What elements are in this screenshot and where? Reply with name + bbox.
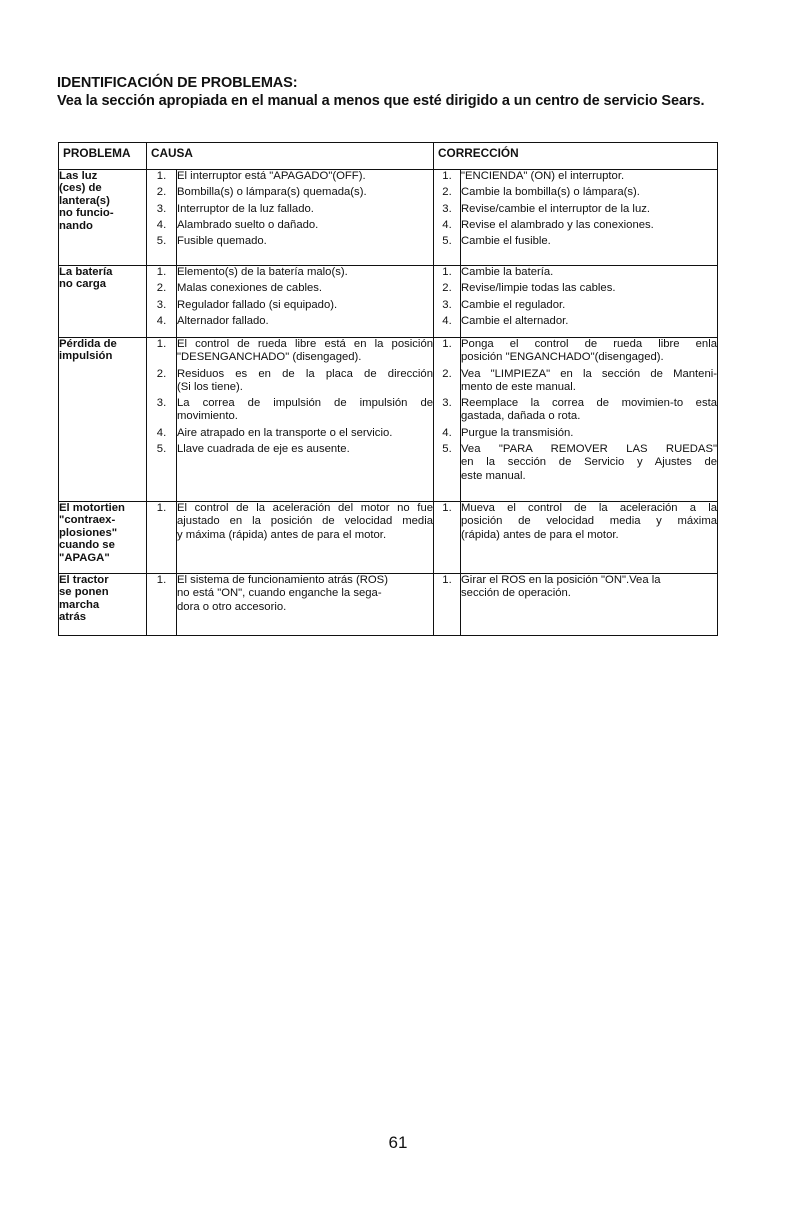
cause-item-number: 2. bbox=[156, 367, 167, 380]
problem-line: no carga bbox=[59, 278, 107, 291]
cause-item-line: "DESENGANCHADO" (disengaged). bbox=[177, 351, 362, 364]
table-row bbox=[59, 338, 718, 502]
correction-item-line: Purgue la transmisión. bbox=[461, 426, 574, 439]
correction-item-number: 4. bbox=[442, 314, 452, 327]
correction-item bbox=[461, 443, 717, 483]
cause-item-line: ajustado en la posición de velocidad media bbox=[177, 515, 434, 528]
problem-line: Las luz bbox=[59, 170, 98, 182]
correction-item bbox=[461, 315, 717, 328]
correction-item-line: en la sección de Servicio y Ajustes de bbox=[461, 456, 718, 469]
correction-item bbox=[461, 170, 717, 183]
correction-item-line: Cambie el regulador. bbox=[461, 298, 566, 311]
correction-item-line: Revise/limpie todas las cables. bbox=[461, 282, 616, 295]
problem-line: (ces) de bbox=[59, 182, 102, 195]
problem-line: El motortien bbox=[59, 502, 125, 514]
correction-item-number: 5. bbox=[442, 443, 452, 456]
correction-text-cell bbox=[461, 266, 718, 338]
cause-item-line: Alternador fallado. bbox=[177, 314, 269, 327]
cause-item bbox=[177, 203, 433, 216]
correction-item-line: mento de este manual. bbox=[461, 380, 576, 393]
cause-item bbox=[177, 219, 433, 232]
problem-line: plosiones" bbox=[59, 526, 118, 539]
cause-item-number: 2. bbox=[156, 282, 167, 295]
correction-item-line: Revise/cambie el interruptor de la luz. bbox=[461, 202, 651, 215]
correction-item-number: 2. bbox=[442, 282, 452, 295]
cause-text-cell bbox=[177, 338, 434, 502]
problem-cell bbox=[59, 170, 147, 266]
cause-item-line: El control de rueda libre está en la posición bbox=[177, 338, 434, 350]
page-heading bbox=[57, 74, 737, 110]
correction-item bbox=[461, 368, 717, 395]
correction-item-number: 3. bbox=[442, 397, 452, 410]
correction-item-line: (rápida) antes de para el motor. bbox=[461, 528, 619, 541]
problem-line: "contraex- bbox=[59, 514, 116, 527]
table-row bbox=[59, 574, 718, 636]
cause-number-cell bbox=[147, 170, 177, 266]
cause-item-number: 5. bbox=[156, 235, 167, 248]
correction-item-line: Mueva el control de la aceleración a la bbox=[461, 502, 718, 514]
correction-item-line: Ponga el control de rueda libre enla bbox=[461, 338, 718, 350]
cause-item bbox=[177, 315, 433, 328]
correction-item-number: 2. bbox=[442, 367, 452, 380]
correction-item-line: posición "ENGANCHADO"(disengaged). bbox=[461, 351, 664, 364]
cause-item-number: 2. bbox=[156, 186, 167, 199]
correction-text-cell bbox=[461, 502, 718, 574]
problem-line: Pérdida de bbox=[59, 338, 117, 350]
correction-text-cell bbox=[461, 574, 718, 636]
problem-line: El tractor bbox=[59, 574, 109, 586]
problem-cell bbox=[59, 574, 147, 636]
cause-item bbox=[177, 397, 433, 424]
correction-item-line: "ENCIENDA" (ON) el interruptor. bbox=[461, 170, 625, 182]
problem-line: no funcio- bbox=[59, 207, 114, 220]
correction-item-number: 3. bbox=[442, 298, 452, 311]
correction-item bbox=[461, 282, 717, 295]
page-number: 61 bbox=[388, 1133, 408, 1152]
correction-item bbox=[461, 427, 717, 440]
problem-line: lantera(s) bbox=[59, 194, 110, 207]
cause-item-line: Residuos es en de la placa de dirección bbox=[177, 367, 434, 380]
correction-item-line: este manual. bbox=[461, 469, 526, 482]
cause-item-number: 4. bbox=[156, 426, 167, 439]
cause-item-line: El interruptor está "APAGADO"(OFF). bbox=[177, 170, 366, 182]
correction-item-line: Cambie el alternador. bbox=[461, 314, 569, 327]
correction-item bbox=[461, 235, 717, 248]
correction-item-number: 1. bbox=[442, 574, 452, 586]
cause-item bbox=[177, 427, 433, 440]
cause-item-number: 1. bbox=[156, 338, 167, 350]
correction-item bbox=[461, 266, 717, 279]
heading-subtitle: Vea la sección apropiada en el manual a menos que esté dirigido a un centro de servicio Sears. bbox=[57, 93, 705, 109]
problem-line: atrás bbox=[59, 611, 87, 624]
cause-text-cell bbox=[177, 266, 434, 338]
correction-item-number: 5. bbox=[442, 235, 452, 248]
cause-item-line: Interruptor de la luz fallado. bbox=[177, 202, 314, 215]
correction-number-cell bbox=[434, 338, 461, 502]
problem-cell bbox=[59, 502, 147, 574]
correction-item-line: posición de velocidad media y máxima bbox=[461, 515, 718, 528]
cause-item-line: Aire atrapado en la transporte o el servicio. bbox=[177, 426, 393, 439]
correction-item bbox=[461, 186, 717, 199]
correction-item-line: Vea "LIMPIEZA" en la sección de Manteni- bbox=[461, 367, 718, 380]
cause-item-line: movimiento. bbox=[177, 410, 238, 423]
cause-item bbox=[177, 186, 433, 199]
cause-item-line: no está "ON", cuando enganche la sega- bbox=[177, 587, 382, 600]
header-problem: PROBLEMA bbox=[59, 143, 147, 170]
correction-item-number: 3. bbox=[442, 202, 452, 215]
cause-item-number: 4. bbox=[156, 314, 167, 327]
header-cause: CAUSA bbox=[147, 143, 434, 170]
correction-item bbox=[461, 502, 717, 542]
cause-item-number: 3. bbox=[156, 298, 167, 311]
problem-line: marcha bbox=[59, 598, 100, 611]
correction-item-line: Cambie la bombilla(s) o lámpara(s). bbox=[461, 186, 640, 199]
table-header-row bbox=[59, 143, 718, 170]
correction-item-number: 1. bbox=[442, 170, 452, 182]
correction-text-cell bbox=[461, 338, 718, 502]
cause-item-line: El control de la aceleración del motor no fue bbox=[177, 502, 434, 514]
cause-item-line: Alambrado suelto o dañado. bbox=[177, 218, 319, 231]
cause-text-cell bbox=[177, 502, 434, 574]
cause-number-cell bbox=[147, 338, 177, 502]
cause-item-line: dora o otro accesorio. bbox=[177, 600, 287, 613]
correction-item-line: Girar el ROS en la posición "ON".Vea la bbox=[461, 574, 661, 586]
correction-number-cell bbox=[434, 574, 461, 636]
correction-item-number: 1. bbox=[442, 338, 452, 350]
correction-item-line: Cambie la batería. bbox=[461, 266, 554, 278]
cause-item-number: 4. bbox=[156, 218, 167, 231]
correction-item-number: 2. bbox=[442, 186, 452, 199]
correction-item bbox=[461, 219, 717, 232]
cause-item-number: 5. bbox=[156, 443, 167, 456]
correction-number-cell bbox=[434, 502, 461, 574]
correction-item-number: 1. bbox=[442, 502, 452, 514]
cause-item bbox=[177, 502, 433, 542]
problem-line: "APAGA" bbox=[59, 551, 110, 564]
correction-item-line: sección de operación. bbox=[461, 587, 571, 600]
cause-text-cell bbox=[177, 574, 434, 636]
correction-item-line: Revise el alambrado y las conexiones. bbox=[461, 218, 654, 231]
correction-text-cell bbox=[461, 170, 718, 266]
cause-item bbox=[177, 266, 433, 279]
cause-item-line: Malas conexiones de cables. bbox=[177, 282, 323, 295]
correction-item-line: Cambie el fusible. bbox=[461, 235, 551, 248]
cause-item bbox=[177, 299, 433, 312]
cause-item-line: La correa de impulsión de impulsión de bbox=[177, 397, 434, 410]
cause-item-line: Bombilla(s) o lámpara(s) quemada(s). bbox=[177, 186, 367, 199]
cause-item-number: 1. bbox=[156, 574, 167, 586]
cause-item-line: El sistema de funcionamiento atrás (ROS) bbox=[177, 574, 388, 586]
cause-item bbox=[177, 170, 433, 183]
correction-item-line: Vea "PARA REMOVER LAS RUEDAS" bbox=[461, 443, 718, 456]
correction-item-number: 4. bbox=[442, 218, 452, 231]
problem-line: nando bbox=[59, 219, 93, 232]
correction-number-cell bbox=[434, 170, 461, 266]
cause-item-number: 3. bbox=[156, 397, 167, 410]
table-row bbox=[59, 266, 718, 338]
cause-item bbox=[177, 574, 433, 614]
table-row bbox=[59, 502, 718, 574]
cause-number-cell bbox=[147, 266, 177, 338]
cause-number-cell bbox=[147, 502, 177, 574]
problem-line: cuando se bbox=[59, 539, 115, 552]
cause-item-line: (Si los tiene). bbox=[177, 380, 243, 393]
cause-item-line: y máxima (rápida) antes de para el motor. bbox=[177, 528, 387, 541]
cause-item-number: 3. bbox=[156, 202, 167, 215]
problem-cell bbox=[59, 266, 147, 338]
heading-title: IDENTIFICACIÓN DE PROBLEMAS: bbox=[57, 75, 298, 91]
table-row bbox=[59, 170, 718, 266]
table-body bbox=[59, 170, 718, 636]
header-correction: CORRECCIÓN bbox=[434, 143, 718, 170]
cause-item bbox=[177, 338, 433, 365]
cause-item-line: Elemento(s) de la batería malo(s). bbox=[177, 266, 348, 278]
cause-item-line: Regulador fallado (si equipado). bbox=[177, 298, 338, 311]
cause-item bbox=[177, 368, 433, 395]
cause-item-number: 1. bbox=[156, 502, 167, 514]
correction-item-line: Reemplace la correa de movimien-to esta bbox=[461, 397, 718, 410]
cause-item-line: Llave cuadrada de eje es ausente. bbox=[177, 443, 350, 456]
correction-item bbox=[461, 397, 717, 424]
cause-item-number: 1. bbox=[156, 170, 167, 182]
cause-number-cell bbox=[147, 574, 177, 636]
cause-item bbox=[177, 235, 433, 248]
correction-number-cell bbox=[434, 266, 461, 338]
correction-item bbox=[461, 338, 717, 365]
problem-line: impulsión bbox=[59, 350, 113, 363]
cause-item-number: 1. bbox=[156, 266, 167, 278]
cause-text-cell bbox=[177, 170, 434, 266]
correction-item bbox=[461, 574, 717, 601]
correction-item-line: gastada, dañada o rota. bbox=[461, 410, 581, 423]
correction-item bbox=[461, 203, 717, 216]
problem-cell bbox=[59, 338, 147, 502]
correction-item-number: 4. bbox=[442, 426, 452, 439]
problem-line: se ponen bbox=[59, 586, 109, 599]
correction-item bbox=[461, 299, 717, 312]
correction-item-number: 1. bbox=[442, 266, 452, 278]
cause-item bbox=[177, 282, 433, 295]
cause-item-line: Fusible quemado. bbox=[177, 235, 267, 248]
cause-item bbox=[177, 443, 433, 456]
troubleshooting-table bbox=[58, 142, 718, 636]
problem-line: La batería bbox=[59, 266, 113, 278]
